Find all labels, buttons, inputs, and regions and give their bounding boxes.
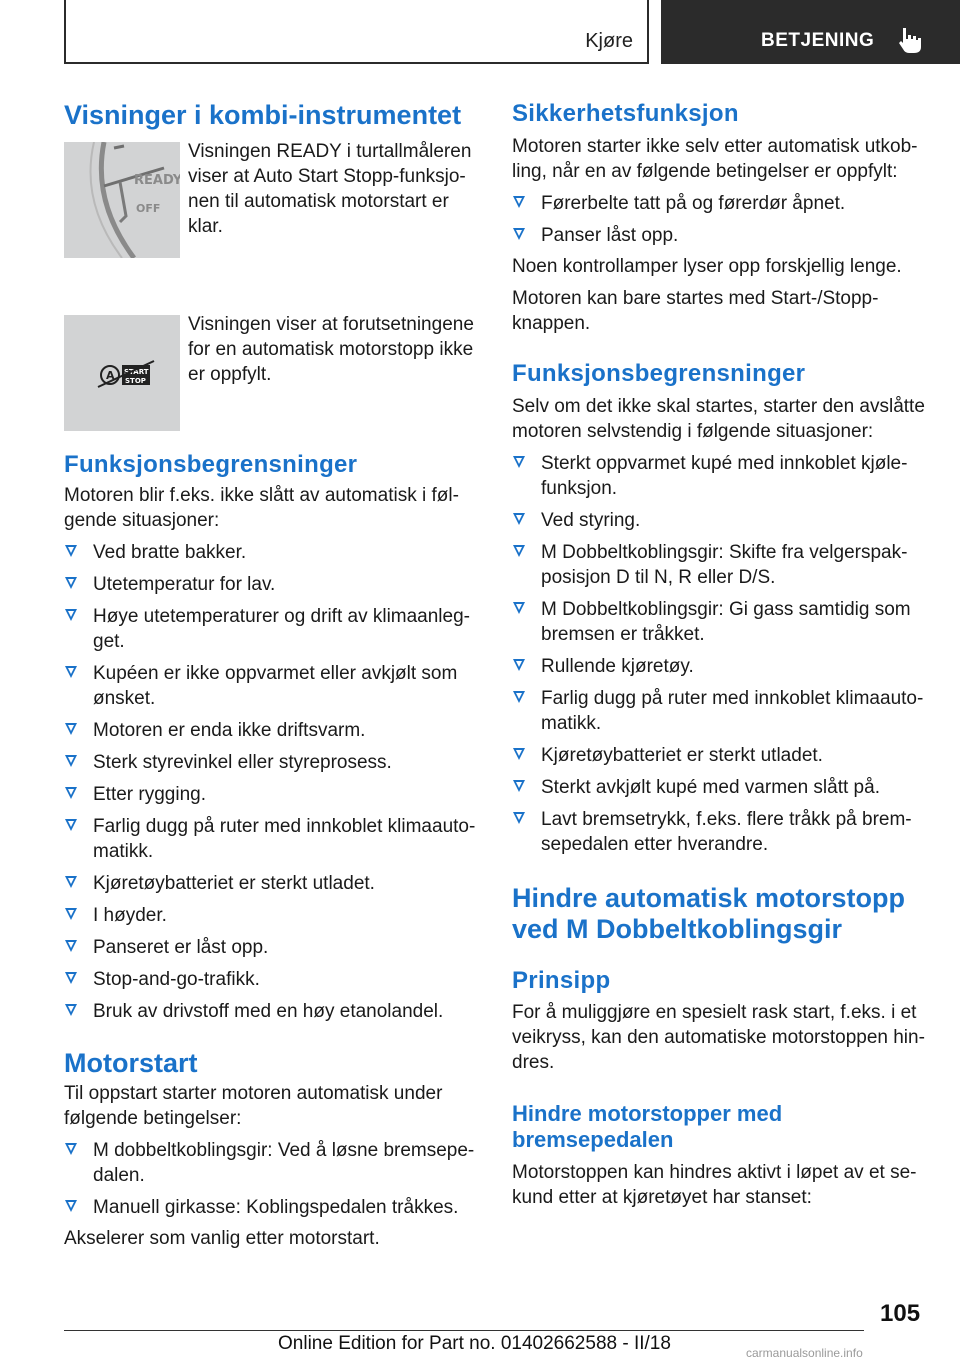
funk-intro-right: Selv om det ikke skal startes, starter den avslåtte motoren selvstendig i følgende situasjoner: [512,396,925,442]
triangle-bullet-icon [513,228,525,240]
sikkerhet-paragraph-2: Motoren kan bare startes med Start-/Stopp-knappen. [512,288,879,334]
svg-text:STOP: STOP [125,377,146,385]
figure-ready-block [64,131,478,267]
list-item: M Dobbeltkoblingsgir: Gi gass samtidig som bremsen er tråkket. [512,597,928,647]
triangle-bullet-icon [513,545,525,557]
triangle-bullet-icon [513,513,525,525]
list-item: I høyder. [64,903,478,928]
list-item: Panser låst opp. [512,223,928,248]
triangle-bullet-icon [513,659,525,671]
list-item: Førerbelte tatt på og førerdør åpnet. [512,191,928,216]
triangle-bullet-icon [65,876,77,888]
list-item: M Dobbeltkoblingsgir: Skifte fra velgerspak-posisjon D til N, R eller D/S. [512,540,928,590]
sikkerhet-list [512,191,928,248]
left-column [64,100,478,1251]
svg-text:OFF: OFF [136,202,161,215]
hand-pointer-icon [897,26,923,54]
svg-text:READY: READY [134,173,180,188]
heading-sikkerhetsfunksjon: Sikkerhetsfunksjon [512,100,739,127]
sikkerhet-paragraph-1: Noen kontrollamper lyser opp forskjellig lenge. [512,256,902,277]
heading-funksjonsbegrensninger-right: Funksjonsbegrensninger [512,360,806,387]
list-item: Sterk styrevinkel eller styreprosess. [64,750,478,775]
triangle-bullet-icon [65,940,77,952]
list-item: M dobbeltkoblingsgir: Ved å løsne bremsepe-dalen. [64,1138,478,1188]
triangle-bullet-icon [513,780,525,792]
triangle-bullet-icon [65,972,77,984]
triangle-bullet-icon [65,787,77,799]
prinsipp-text: For å muliggjøre en spesielt rask start, f.eks. i et veikryss, kan den automatiske motorstoppen hin-dres. [512,1002,925,1073]
list-item: Farlig dugg på ruter med innkoblet klimaauto-matikk. [64,814,478,864]
heading-hindre-automatisk: Hindre automatisk motorstopp ved M Dobbeltkoblingsgir [512,883,906,944]
list-item: Utetemperatur for lav. [64,572,478,597]
list-item: Sterkt oppvarmet kupé med innkoblet kjøle-funksjon. [512,451,928,501]
watermark-text: carmanualsonline.info [746,1346,863,1360]
triangle-bullet-icon [65,1200,77,1212]
heading-funksjonsbegrensninger-left: Funksjonsbegrensninger [64,451,358,478]
triangle-bullet-icon [513,196,525,208]
list-item: Ved styring. [512,508,928,533]
triangle-bullet-icon [65,666,77,678]
heading-visninger: Visninger i kombi-instrumentet [64,100,462,130]
tachometer-icon [64,142,180,258]
triangle-bullet-icon [513,812,525,824]
heading-motorstart: Motorstart [64,1048,198,1078]
list-item: Kjøretøybatteriet er sterkt utladet. [64,871,478,896]
svg-text:START: START [124,368,149,376]
triangle-bullet-icon [65,908,77,920]
funk-intro-left: Motoren blir f.eks. ikke slått av automatisk i føl-gende situasjoner: [64,485,459,531]
heading-hindre-brems: Hindre motorstopper med bremsepedalen [512,1101,783,1152]
list-item: Lavt bremsetrykk, f.eks. flere tråkk på brem-sepedalen etter hverandre. [512,807,928,857]
triangle-bullet-icon [65,577,77,589]
footer-divider [64,1330,864,1331]
triangle-bullet-icon [65,755,77,767]
motorstart-intro: Til oppstart starter motoren automatisk under følgende betingelser: [64,1083,443,1129]
svg-text:A: A [106,369,115,382]
motorstart-list [64,1138,478,1220]
list-item: Farlig dugg på ruter med innkoblet klimaauto-matikk. [512,686,928,736]
list-item: Sterkt avkjølt kupé med varmen slått på. [512,775,928,800]
list-item: Motoren er enda ikke driftsvarm. [64,718,478,743]
list-item: Etter rygging. [64,782,478,807]
list-item: Høye utetemperaturer og drift av klimaanleg-get. [64,604,478,654]
triangle-bullet-icon [513,691,525,703]
triangle-bullet-icon [65,609,77,621]
header-chapter-box [661,0,960,64]
list-item: Rullende kjøretøy. [512,654,928,679]
figure-startstop-symbol [64,315,180,431]
heading-prinsipp: Prinsipp [512,967,611,994]
right-column [512,100,928,1210]
header-section-box [64,0,649,64]
funk-list-right [512,451,928,857]
triangle-bullet-icon [65,819,77,831]
triangle-bullet-icon [513,748,525,760]
section-title: Kjøre [585,30,633,52]
chapter-title: BETJENING [761,30,875,51]
funk-list-left [64,540,478,1024]
page-number: 105 [880,1300,921,1327]
triangle-bullet-icon [513,456,525,468]
triangle-bullet-icon [65,1143,77,1155]
triangle-bullet-icon [65,545,77,557]
list-item: Panseret er låst opp. [64,935,478,960]
motorstart-outro: Akselerer som vanlig etter motorstart. [64,1228,380,1249]
figure-ready-gauge [64,142,180,258]
triangle-bullet-icon [65,723,77,735]
list-item: Bruk av drivstoff med en høy etanolandel. [64,999,478,1024]
start-stop-off-icon [64,315,180,431]
figure-startstop-caption: Visningen viser at forutsetningene for en automatisk motorstopp ikke er oppfylt. [188,314,474,385]
list-item: Kjøretøybatteriet er sterkt utladet. [512,743,928,768]
footer-edition: Online Edition for Part no. 01402662588 - II/18 [278,1333,671,1354]
list-item: Manuell girkasse: Koblingspedalen tråkkes. [64,1195,478,1220]
list-item: Ved bratte bakker. [64,540,478,565]
triangle-bullet-icon [65,1004,77,1016]
figure-ready-caption: Visningen READY i turtallmåleren viser at Auto Start Stopp-funksjo-nen til automatisk motorstart er klar. [188,141,472,237]
list-item: Kupéen er ikke oppvarmet eller avkjølt som ønsket. [64,661,478,711]
sikkerhet-intro: Motoren starter ikke selv etter automatisk utkob-ling, når en av følgende betingelser er oppfylt: [512,136,918,182]
list-item: Stop-and-go-trafikk. [64,967,478,992]
figure-startstop-block [64,267,478,427]
triangle-bullet-icon [513,602,525,614]
brems-text: Motorstoppen kan hindres aktivt i løpet av et se-kund etter at kjøretøyet har stanset: [512,1162,917,1208]
